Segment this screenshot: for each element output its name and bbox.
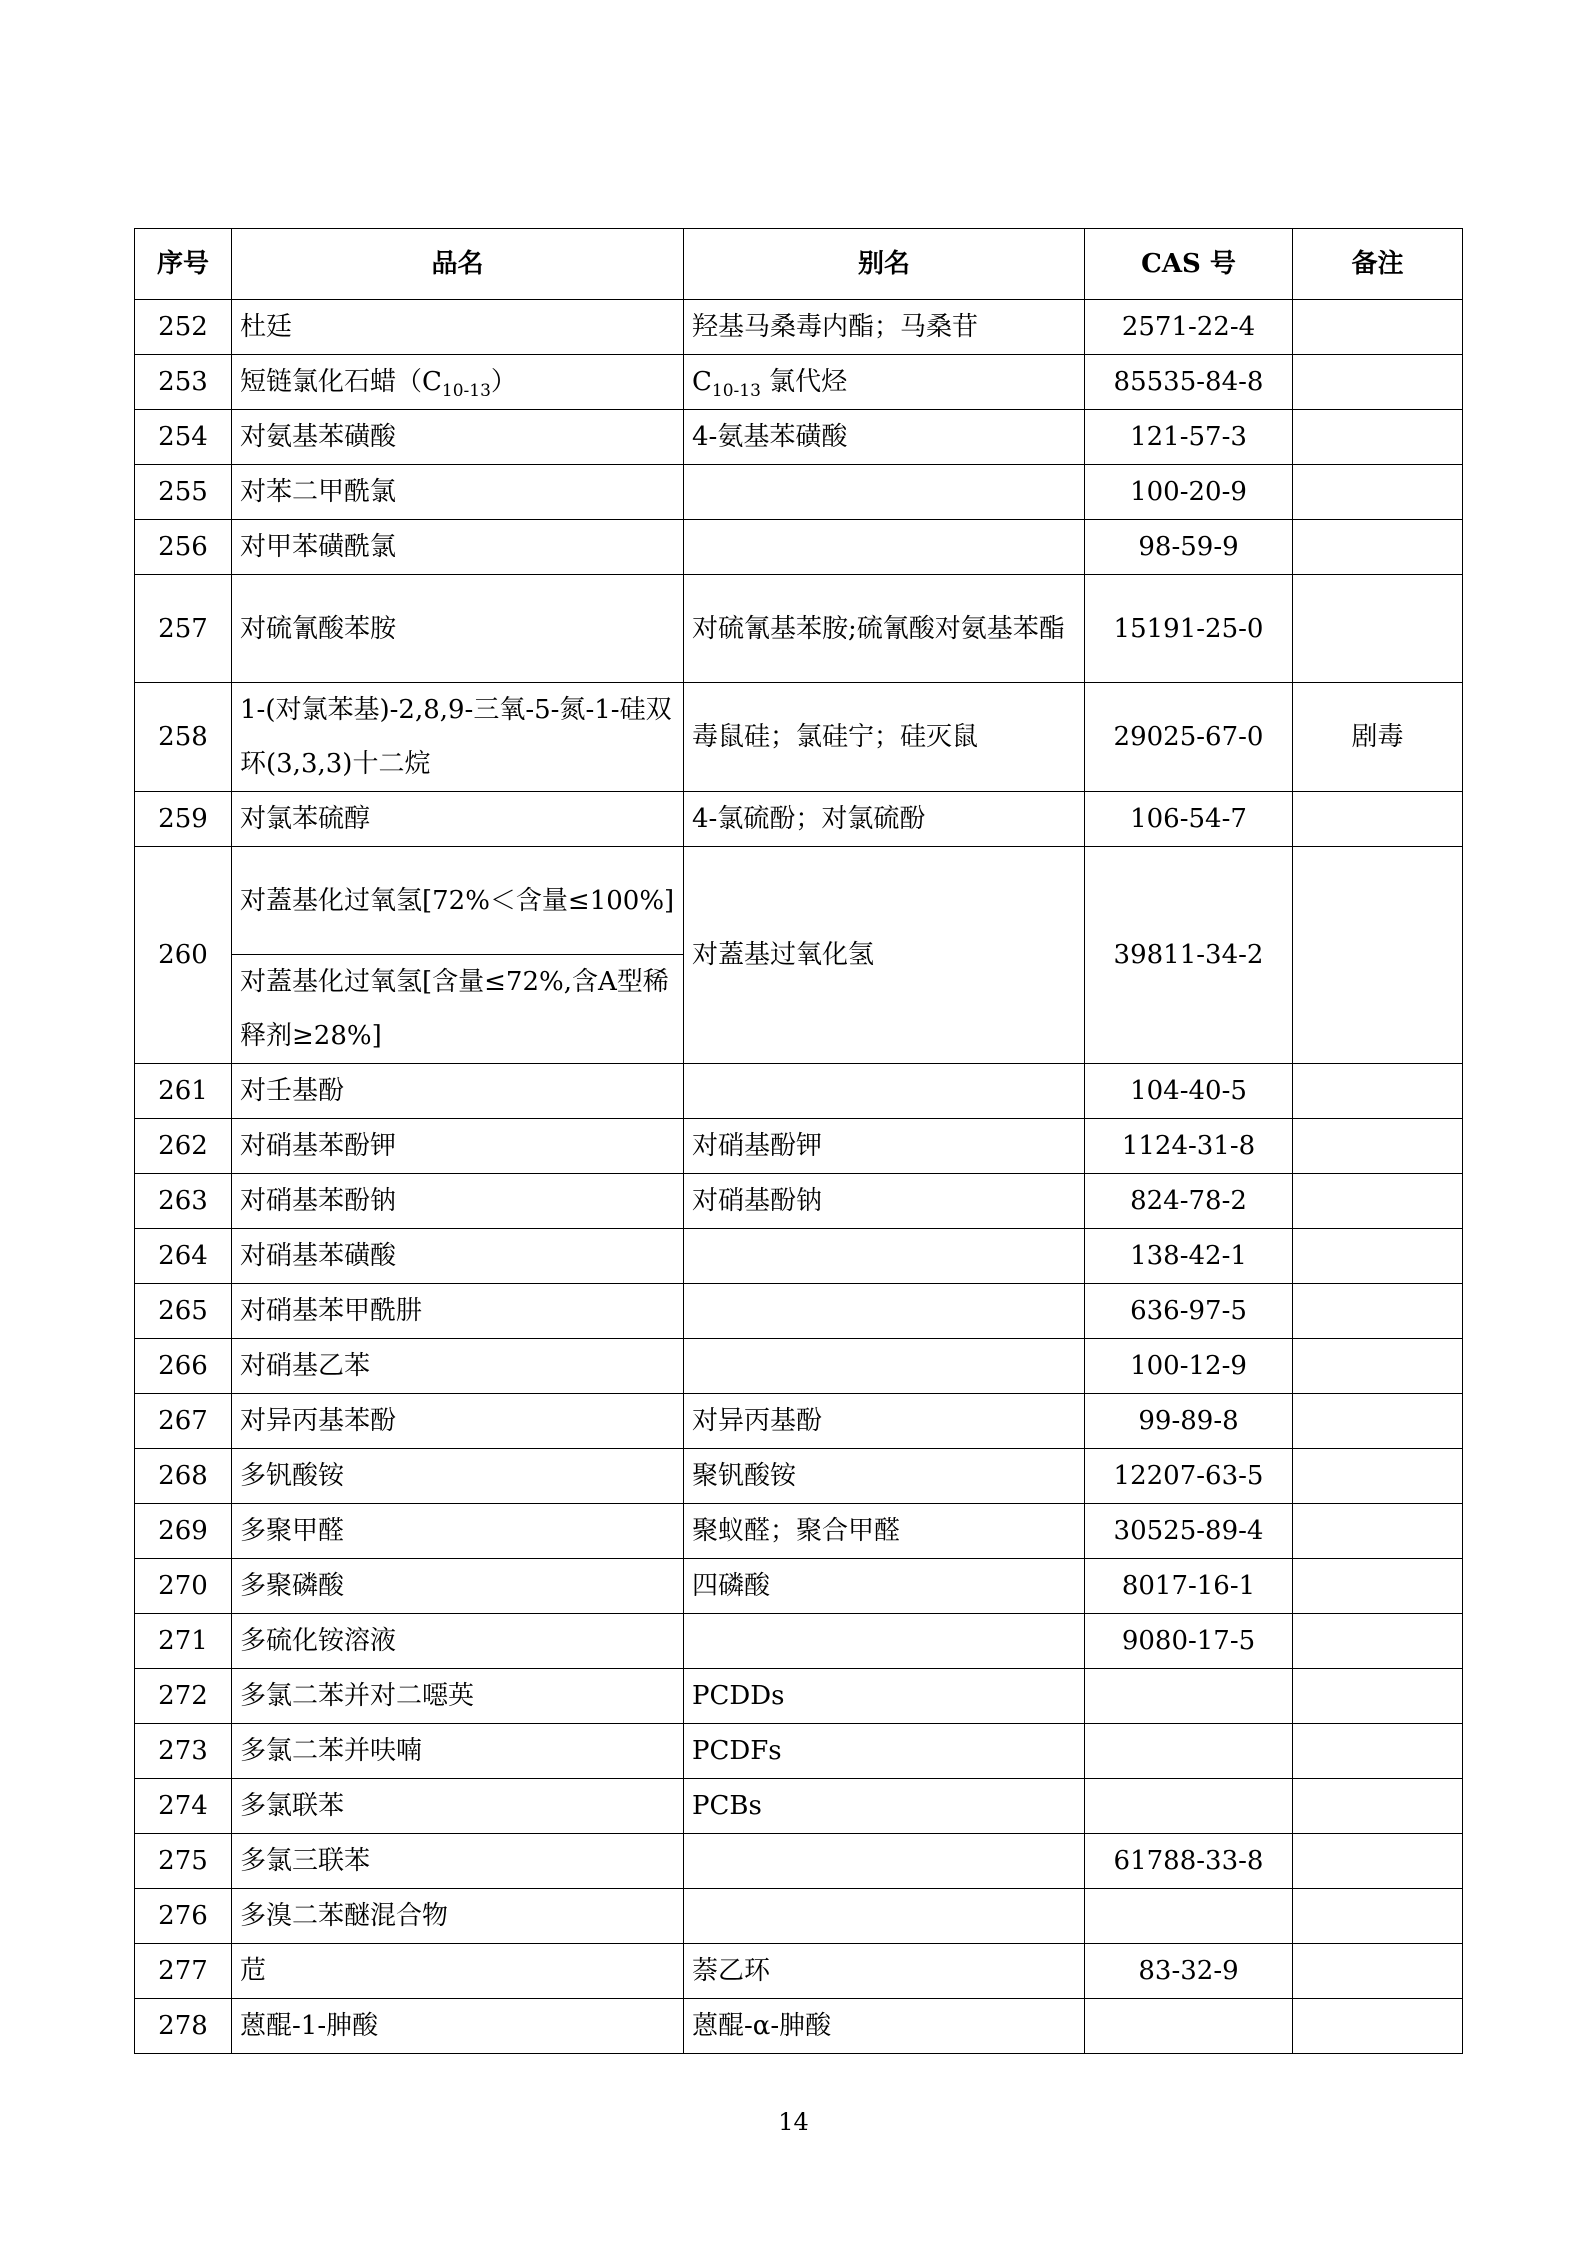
- row-alias: 对硫氰基苯胺;硫氰酸对氨基苯酯: [684, 575, 1085, 683]
- row-note: [1293, 1724, 1463, 1779]
- row-alias-part: 氯代烃: [760, 367, 848, 397]
- row-num: 267: [135, 1394, 232, 1449]
- row-cas: [1085, 1889, 1293, 1944]
- row-num: 275: [135, 1834, 232, 1889]
- row-alias: [684, 1229, 1085, 1284]
- row-name: 对硝基苯酚钠: [232, 1174, 684, 1229]
- row-name: 多氯三联苯: [232, 1834, 684, 1889]
- row-cas: 61788-33-8: [1085, 1834, 1293, 1889]
- row-note: [1293, 1339, 1463, 1394]
- row-name: 对甲苯磺酰氯: [232, 520, 684, 575]
- row-alias: [684, 1889, 1085, 1944]
- table-row: [135, 683, 1463, 792]
- row-alias: 对蓋基过氧化氢: [684, 847, 1085, 1064]
- table-row: [135, 1999, 1463, 2054]
- row-note: [1293, 1174, 1463, 1229]
- row-note: [1293, 1229, 1463, 1284]
- row-name: 多聚磷酸: [232, 1559, 684, 1614]
- row-num: 278: [135, 1999, 232, 2054]
- table-row: [135, 847, 1463, 955]
- row-note: [1293, 1504, 1463, 1559]
- row-alias-part: C: [692, 367, 712, 397]
- row-alias: [684, 1284, 1085, 1339]
- row-cas: 8017-16-1: [1085, 1559, 1293, 1614]
- row-name: 多氯二苯并呋喃: [232, 1724, 684, 1779]
- row-alias: [684, 1339, 1085, 1394]
- row-name: 蒽醌-1-胂酸: [232, 1999, 684, 2054]
- row-note: [1293, 1449, 1463, 1504]
- row-name: 1-(对氯苯基)-2,8,9-三氧-5-氮-1-硅双环(3,3,3)十二烷: [232, 683, 684, 792]
- row-name: 对蓋基化过氧氢[72%＜含量≤100%]: [232, 847, 684, 955]
- row-cas: 9080-17-5: [1085, 1614, 1293, 1669]
- row-alias: 萘乙环: [684, 1944, 1085, 1999]
- row-name: [232, 355, 684, 410]
- row-note: [1293, 1064, 1463, 1119]
- row-note: [1293, 1119, 1463, 1174]
- row-alias: [684, 1834, 1085, 1889]
- table-row: [135, 1174, 1463, 1229]
- row-cas: 121-57-3: [1085, 410, 1293, 465]
- row-name: 多钒酸铵: [232, 1449, 684, 1504]
- header-num: 序号: [135, 229, 232, 300]
- row-alias: 对硝基酚钾: [684, 1119, 1085, 1174]
- row-note: [1293, 1284, 1463, 1339]
- row-name: 对氯苯硫醇: [232, 792, 684, 847]
- table-row: [135, 1394, 1463, 1449]
- row-note: [1293, 355, 1463, 410]
- table-row: [135, 1724, 1463, 1779]
- row-alias: PCDDs: [684, 1669, 1085, 1724]
- row-cas: 99-89-8: [1085, 1394, 1293, 1449]
- table-row: [135, 410, 1463, 465]
- row-cas: 106-54-7: [1085, 792, 1293, 847]
- row-name: 对硝基苯酚钾: [232, 1119, 684, 1174]
- row-num: 262: [135, 1119, 232, 1174]
- table-row: [135, 1834, 1463, 1889]
- row-cas: 104-40-5: [1085, 1064, 1293, 1119]
- row-alias: 聚钒酸铵: [684, 1449, 1085, 1504]
- row-num: 263: [135, 1174, 232, 1229]
- row-cas: 98-59-9: [1085, 520, 1293, 575]
- row-alias: 对异丙基酚: [684, 1394, 1085, 1449]
- row-name: 多氯联苯: [232, 1779, 684, 1834]
- row-note: 剧毒: [1293, 683, 1463, 792]
- table-row: [135, 1669, 1463, 1724]
- row-cas: 824-78-2: [1085, 1174, 1293, 1229]
- row-alias: 4-氯硫酚；对氯硫酚: [684, 792, 1085, 847]
- row-alias: 4-氨基苯磺酸: [684, 410, 1085, 465]
- row-cas: 100-20-9: [1085, 465, 1293, 520]
- row-num: 253: [135, 355, 232, 410]
- row-name: 对异丙基苯酚: [232, 1394, 684, 1449]
- row-alias: [684, 355, 1085, 410]
- row-num: 255: [135, 465, 232, 520]
- row-num: 264: [135, 1229, 232, 1284]
- row-name: 对壬基酚: [232, 1064, 684, 1119]
- page-number: 14: [778, 2108, 809, 2136]
- row-name: 苊: [232, 1944, 684, 1999]
- row-cas: 15191-25-0: [1085, 575, 1293, 683]
- row-cas: 138-42-1: [1085, 1229, 1293, 1284]
- row-num: 269: [135, 1504, 232, 1559]
- row-num: 276: [135, 1889, 232, 1944]
- row-note: [1293, 300, 1463, 355]
- table-row: [135, 300, 1463, 355]
- row-alias: 毒鼠硅；氯硅宁；硅灭鼠: [684, 683, 1085, 792]
- row-alias: PCBs: [684, 1779, 1085, 1834]
- table-row: [135, 1944, 1463, 1999]
- row-name: 多硫化铵溶液: [232, 1614, 684, 1669]
- row-name: 对硝基苯磺酸: [232, 1229, 684, 1284]
- table-row: [135, 1119, 1463, 1174]
- row-cas: 30525-89-4: [1085, 1504, 1293, 1559]
- row-num: 271: [135, 1614, 232, 1669]
- row-cas: 2571-22-4: [1085, 300, 1293, 355]
- header-alias: 别名: [684, 229, 1085, 300]
- row-alias: 对硝基酚钠: [684, 1174, 1085, 1229]
- row-cas: 29025-67-0: [1085, 683, 1293, 792]
- row-alias: [684, 465, 1085, 520]
- row-num: 277: [135, 1944, 232, 1999]
- table-row: [135, 792, 1463, 847]
- table-row: [135, 1779, 1463, 1834]
- chemical-table: [134, 228, 1463, 2054]
- row-alias-subscript: 10-13: [711, 381, 761, 402]
- row-alias: 蒽醌-α-胂酸: [684, 1999, 1085, 2054]
- row-alias: [684, 1614, 1085, 1669]
- header-cas: CAS 号: [1085, 229, 1293, 300]
- row-note: [1293, 1889, 1463, 1944]
- header-note: 备注: [1293, 229, 1463, 300]
- row-alias: PCDFs: [684, 1724, 1085, 1779]
- row-alias: [684, 520, 1085, 575]
- row-num: 259: [135, 792, 232, 847]
- table-row: [135, 520, 1463, 575]
- row-cas: [1085, 1669, 1293, 1724]
- table-row: [135, 1339, 1463, 1394]
- row-name: 多聚甲醛: [232, 1504, 684, 1559]
- row-num: 274: [135, 1779, 232, 1834]
- row-note: [1293, 1944, 1463, 1999]
- row-alias: 聚蚁醛；聚合甲醛: [684, 1504, 1085, 1559]
- header-row: [135, 229, 1463, 300]
- row-note: [1293, 1779, 1463, 1834]
- table-row: [135, 1229, 1463, 1284]
- table-row: [135, 1449, 1463, 1504]
- row-name: 多氯二苯并对二噁英: [232, 1669, 684, 1724]
- row-cas: 1124-31-8: [1085, 1119, 1293, 1174]
- row-note: [1293, 1669, 1463, 1724]
- row-note: [1293, 465, 1463, 520]
- row-cas: [1085, 1999, 1293, 2054]
- row-note: [1293, 1559, 1463, 1614]
- row-name: 对氨基苯磺酸: [232, 410, 684, 465]
- row-note: [1293, 575, 1463, 683]
- row-alias: 羟基马桑毒内酯；马桑苷: [684, 300, 1085, 355]
- table-row: [135, 465, 1463, 520]
- row-note: [1293, 1834, 1463, 1889]
- row-cas: [1085, 1724, 1293, 1779]
- row-num: 256: [135, 520, 232, 575]
- row-name: 对硝基苯甲酰肼: [232, 1284, 684, 1339]
- row-name: 对硫氰酸苯胺: [232, 575, 684, 683]
- row-num: 266: [135, 1339, 232, 1394]
- row-note: [1293, 792, 1463, 847]
- row-name: 对硝基乙苯: [232, 1339, 684, 1394]
- table-row: [135, 1559, 1463, 1614]
- row-cas: 39811-34-2: [1085, 847, 1293, 1064]
- row-note: [1293, 1999, 1463, 2054]
- row-name: 对苯二甲酰氯: [232, 465, 684, 520]
- row-name: 杜廷: [232, 300, 684, 355]
- table-row: [135, 1889, 1463, 1944]
- table-row: [135, 1504, 1463, 1559]
- row-name-subscript: 10-13: [441, 381, 491, 402]
- row-num: 270: [135, 1559, 232, 1614]
- row-cas: 100-12-9: [1085, 1339, 1293, 1394]
- row-cas: 12207-63-5: [1085, 1449, 1293, 1504]
- row-alias: [684, 1064, 1085, 1119]
- row-alias: 四磷酸: [684, 1559, 1085, 1614]
- row-num: 273: [135, 1724, 232, 1779]
- row-num: 272: [135, 1669, 232, 1724]
- row-note: [1293, 520, 1463, 575]
- table-row: [135, 575, 1463, 683]
- row-cas: [1085, 1779, 1293, 1834]
- row-num: 258: [135, 683, 232, 792]
- row-num: 260: [135, 847, 232, 1064]
- row-name: 多溴二苯醚混合物: [232, 1889, 684, 1944]
- row-name-part: ）: [490, 367, 517, 397]
- row-name-part: 短链氯化石蜡（C: [240, 367, 442, 397]
- row-num: 265: [135, 1284, 232, 1339]
- row-cas: 636-97-5: [1085, 1284, 1293, 1339]
- row-num: 257: [135, 575, 232, 683]
- table-row: [135, 355, 1463, 410]
- row-note: [1293, 847, 1463, 1064]
- row-num: 261: [135, 1064, 232, 1119]
- row-note: [1293, 1394, 1463, 1449]
- row-cas: 85535-84-8: [1085, 355, 1293, 410]
- row-cas: 83-32-9: [1085, 1944, 1293, 1999]
- table-row: [135, 1614, 1463, 1669]
- header-name: 品名: [232, 229, 684, 300]
- table-row: [135, 1284, 1463, 1339]
- row-num: 268: [135, 1449, 232, 1504]
- row-num: 252: [135, 300, 232, 355]
- table-row: [135, 1064, 1463, 1119]
- row-note: [1293, 1614, 1463, 1669]
- row-name-second: 对蓋基化过氧氢[含量≤72%,含A型稀释剂≥28%]: [232, 955, 684, 1064]
- row-num: 254: [135, 410, 232, 465]
- row-note: [1293, 410, 1463, 465]
